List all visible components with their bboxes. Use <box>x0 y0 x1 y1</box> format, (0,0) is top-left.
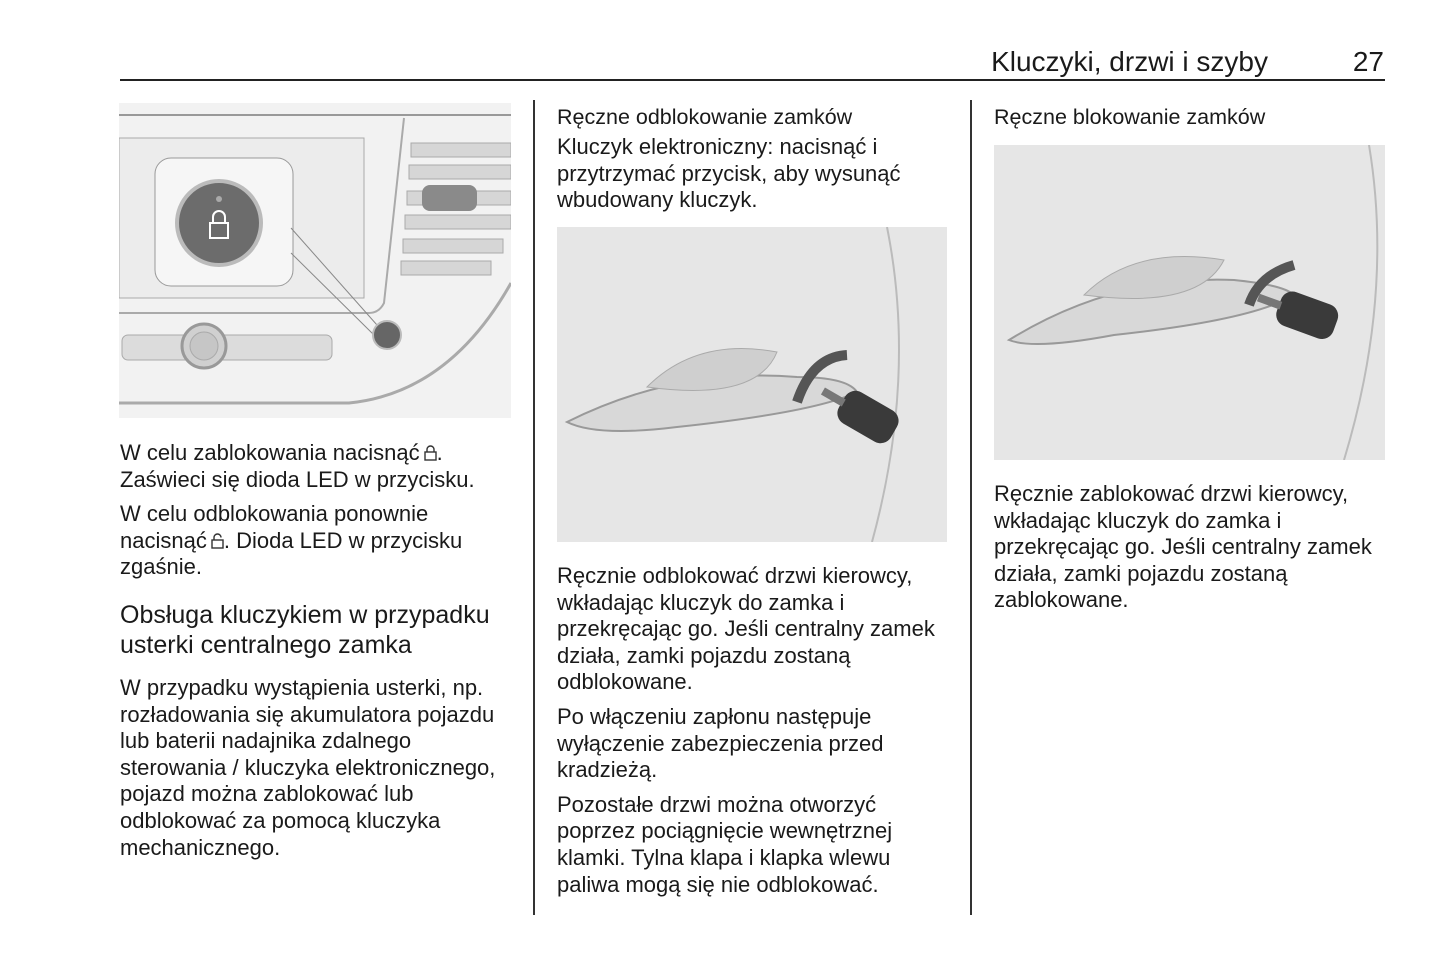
col1-body-2 <box>120 675 515 869</box>
subheading: Ręczne odblokowanie zamków <box>557 105 853 129</box>
text: W celu zablokowania nacisnąć <box>120 440 420 465</box>
section-heading: Obsługa kluczykiem w przypadku usterki centralnego zamka <box>120 601 490 659</box>
col1-body <box>120 440 515 589</box>
header-rule <box>120 79 1385 81</box>
subheading: Ręczne blokowanie zamków <box>994 105 1266 129</box>
paragraph: W przypadku wystąpienia usterki, np. rozładowania się akumulatora pojazdu lub baterii nadajnika zdalnego sterowania / kluczyka elektronicznego, pojazd można zablokować lub odblokować za pomocą kluczyka mechanicznego. <box>120 675 496 860</box>
paragraph: Ręcznie zablokować drzwi kierowcy, wkładając kluczyk do zamka i przekręcając go. Jeśli centralny zamek działa, zamki pojazdu zostaną zablokowane. <box>994 481 1372 613</box>
col2-intro <box>557 134 952 222</box>
col2-body <box>557 563 952 906</box>
text: Zaświeci się dioda LED w przycisku. <box>120 466 475 492</box>
text: . Dioda LED w przycisku zgaśnie. <box>120 527 463 580</box>
paragraph: Po włączeniu zapłonu następuje wyłączenie zabezpieczenia przed kradzieżą. <box>557 703 884 783</box>
figure-central-lock-button <box>119 103 511 418</box>
paragraph: Ręcznie odblokować drzwi kierowcy, wkładając kluczyk do zamka i przekręcając go. Jeśli centralny zamek działa, zamki pojazdu zostaną odblokowane. <box>557 563 935 695</box>
figure-lock-door-key <box>994 145 1385 460</box>
column-divider <box>970 100 972 915</box>
running-header-title: Kluczyki, drzwi i szyby <box>991 46 1268 77</box>
text: W celu odblokowania ponownie nacisnąć <box>120 501 429 553</box>
paragraph <box>120 440 515 493</box>
lock-icon <box>424 445 437 461</box>
col3-body <box>994 481 1389 622</box>
paragraph: Kluczyk elektroniczny: nacisnąć i przytrzymać przycisk, aby wysunąć wbudowany kluczyk. <box>557 134 901 213</box>
text: . <box>436 440 443 465</box>
column-divider <box>533 100 535 915</box>
page-number: 27 <box>1352 46 1384 77</box>
paragraph <box>120 501 515 581</box>
figure-unlock-door-key <box>557 227 947 542</box>
paragraph: Pozostałe drzwi można otworzyć poprzez pociągnięcie wewnętrznej klamki. Tylna klapa i klapka wlewu paliwa mogą się nie odblokować. <box>557 791 893 897</box>
unlock-icon <box>211 533 224 549</box>
